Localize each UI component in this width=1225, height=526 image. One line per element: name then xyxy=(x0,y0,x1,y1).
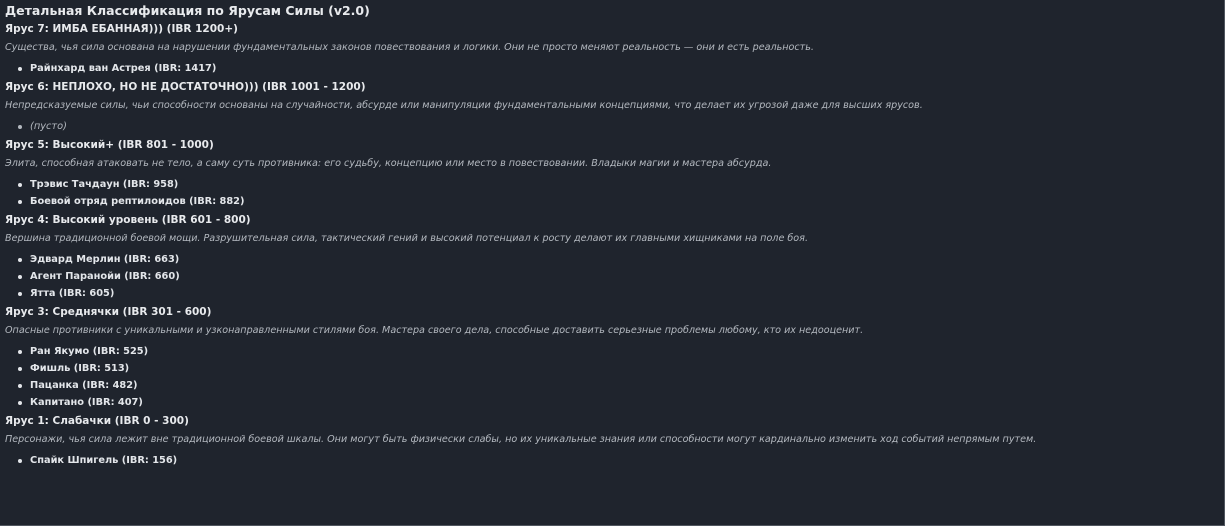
empty-placeholder: (пусто) xyxy=(5,118,1224,135)
tier-heading: Ярус 4: Высокий уровень (IBR 601 - 800) xyxy=(5,214,251,226)
tier-members-list xyxy=(5,118,1224,135)
tier-section xyxy=(5,23,1224,77)
tier-description: Вершина традиционной боевой мощи. Разрушительная сила, тактический гений и высокий потенциал к росту делают их главными хищниками на поле боя. xyxy=(5,233,808,244)
list-item: Спайк Шпигель (IBR: 156) xyxy=(5,452,1224,469)
list-item: Трэвис Тачдаун (IBR: 958) xyxy=(5,176,1224,193)
tier-description: Элита, способная атаковать не тело, а саму суть противника: его судьбу, концепцию или место в повествовании. Владыки магии и мастера абсурда. xyxy=(5,158,772,169)
tier-members-list xyxy=(5,60,1224,77)
tier-heading: Ярус 6: НЕПЛОХО, НО НЕ ДОСТАТОЧНО))) (IBR 1001 - 1200) xyxy=(5,81,366,93)
tier-section xyxy=(5,306,1224,411)
tier-description: Непредсказуемые силы, чьи способности основаны на случайности, абсурде или манипуляции фундаментальными концепциями, что делает их угрозой даже для высших ярусов. xyxy=(5,100,923,111)
tier-members-list xyxy=(5,452,1224,469)
tier-heading: Ярус 7: ИМБА ЕБАННАЯ))) (IBR 1200+) xyxy=(5,23,238,35)
list-item: Ятта (IBR: 605) xyxy=(5,285,1224,302)
list-item: Пацанка (IBR: 482) xyxy=(5,377,1224,394)
tier-heading: Ярус 3: Среднячки (IBR 301 - 600) xyxy=(5,306,212,318)
page-title: Детальная Классификация по Ярусам Силы (v2.0) xyxy=(5,3,370,18)
tier-section xyxy=(5,214,1224,302)
tier-description: Опасные противники с уникальными и узконаправленными стилями боя. Мастера своего дела, способные доставить серьезные проблемы любому, кто их недооценит. xyxy=(5,325,864,336)
list-item: Фишль (IBR: 513) xyxy=(5,360,1224,377)
tier-section xyxy=(5,415,1224,469)
tier-section xyxy=(5,81,1224,135)
list-item: Эдвард Мерлин (IBR: 663) xyxy=(5,251,1224,268)
list-item: Агент Паранойи (IBR: 660) xyxy=(5,268,1224,285)
tier-members-list xyxy=(5,251,1224,302)
list-item: Ран Якумо (IBR: 525) xyxy=(5,343,1224,360)
list-item: Капитано (IBR: 407) xyxy=(5,394,1224,411)
tier-section xyxy=(5,139,1224,210)
list-item: Боевой отряд рептилоидов (IBR: 882) xyxy=(5,193,1224,210)
list-item: Райнхард ван Астрея (IBR: 1417) xyxy=(5,60,1224,77)
tier-list-container xyxy=(5,23,1224,469)
tier-members-list xyxy=(5,176,1224,210)
tier-description: Существа, чья сила основана на нарушении фундаментальных законов повествования и логики. Они не просто меняют реальность — они и есть реальность. xyxy=(5,42,814,53)
tier-description: Персонажи, чья сила лежит вне традиционной боевой шкалы. Они могут быть физически слабы, но их уникальные знания или способности могут кардинально изменить ход событий непрямым путем. xyxy=(5,434,1037,445)
tier-members-list xyxy=(5,343,1224,411)
tier-heading: Ярус 5: Высокий+ (IBR 801 - 1000) xyxy=(5,139,214,151)
tier-heading: Ярус 1: Слабачки (IBR 0 - 300) xyxy=(5,415,189,427)
